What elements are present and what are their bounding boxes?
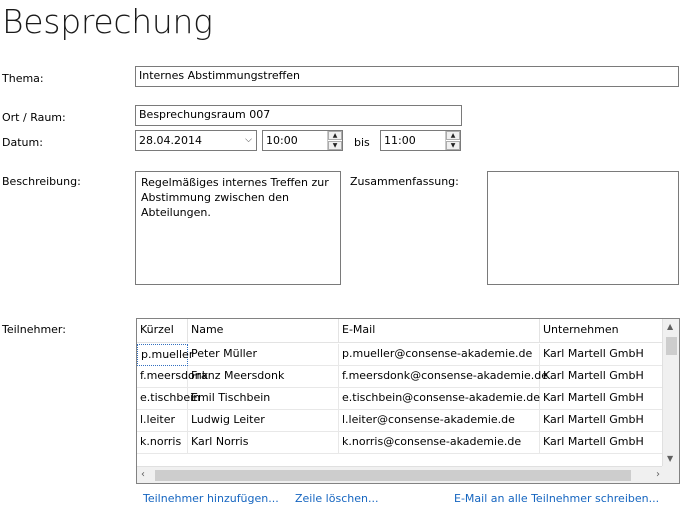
scroll-left-icon[interactable]: ‹ <box>141 469 145 480</box>
cell-unternehmen[interactable]: Karl Martell GmbH <box>540 432 664 454</box>
cell-kuerzel[interactable]: k.norris <box>137 432 188 454</box>
cell-kuerzel[interactable]: l.leiter <box>137 410 188 432</box>
scroll-down-icon[interactable]: ▼ <box>667 454 674 463</box>
scroll-up-icon[interactable]: ▲ <box>667 322 674 331</box>
column-header-kuerzel[interactable]: Kürzel <box>137 319 188 343</box>
horizontal-scroll-thumb[interactable] <box>155 470 631 481</box>
zusammenfassung-textarea[interactable] <box>487 171 679 285</box>
ort-label: Ort / Raum: <box>2 111 66 124</box>
participants-grid[interactable] <box>136 318 680 484</box>
page-title: Besprechung <box>2 2 213 41</box>
date-picker[interactable] <box>135 130 257 151</box>
zusammenfassung-label: Zusammenfassung: <box>350 175 459 188</box>
ort-field[interactable]: Besprechungsraum 007 <box>135 105 462 126</box>
column-header-name[interactable]: Name <box>188 319 339 343</box>
cell-email[interactable]: k.norris@consense-akademie.de <box>339 432 540 454</box>
teilnehmer-label: Teilnehmer: <box>2 323 66 336</box>
email-all-link[interactable]: E-Mail an alle Teilnehmer schreiben... <box>454 492 660 505</box>
delete-row-link[interactable]: Zeile löschen... <box>295 492 379 505</box>
cell-email[interactable]: f.meersdonk@consense-akademie.de <box>339 366 540 388</box>
column-header-unternehmen[interactable]: Unternehmen <box>540 319 664 343</box>
thema-label: Thema: <box>2 72 44 85</box>
horizontal-scrollbar[interactable] <box>137 466 664 483</box>
cell-name[interactable]: Franz Meersdonk <box>188 366 339 388</box>
cell-name[interactable]: Ludwig Leiter <box>188 410 339 432</box>
spin-up-icon[interactable]: ▲ <box>328 131 342 140</box>
end-time-stepper[interactable] <box>380 130 461 151</box>
spin-down-icon[interactable]: ▼ <box>446 141 460 150</box>
cell-name[interactable]: Emil Tischbein <box>188 388 339 410</box>
start-time-stepper[interactable] <box>262 130 343 151</box>
cell-unternehmen[interactable]: Karl Martell GmbH <box>540 344 664 366</box>
cell-email[interactable]: l.leiter@consense-akademie.de <box>339 410 540 432</box>
bis-label: bis <box>354 136 370 149</box>
cell-email[interactable]: e.tischbein@consense-akademie.de <box>339 388 540 410</box>
cell-unternehmen[interactable]: Karl Martell GmbH <box>540 366 664 388</box>
vertical-scrollbar[interactable] <box>662 319 679 466</box>
scroll-right-icon[interactable]: › <box>656 469 660 480</box>
cell-kuerzel[interactable]: f.meersdonk <box>137 366 188 388</box>
datum-label: Datum: <box>2 136 43 149</box>
cell-unternehmen[interactable]: Karl Martell GmbH <box>540 410 664 432</box>
cell-name[interactable]: Peter Müller <box>188 344 339 366</box>
vertical-scroll-thumb[interactable] <box>666 337 677 355</box>
chevron-down-icon[interactable]: ⌵ <box>245 135 252 145</box>
column-header-email[interactable]: E-Mail <box>339 319 540 343</box>
beschreibung-label: Beschreibung: <box>2 175 81 188</box>
cell-unternehmen[interactable]: Karl Martell GmbH <box>540 388 664 410</box>
add-participant-link[interactable]: Teilnehmer hinzufügen... <box>143 492 279 505</box>
date-value: 28.04.2014 <box>139 134 202 147</box>
cell-kuerzel[interactable]: e.tischbein <box>137 388 188 410</box>
beschreibung-textarea[interactable]: Regelmäßiges internes Treffen zur Abstimmung zwischen den Abteilungen. <box>135 171 341 285</box>
cell-email[interactable]: p.mueller@consense-akademie.de <box>339 344 540 366</box>
spin-up-icon[interactable]: ▲ <box>446 131 460 140</box>
thema-field[interactable]: Internes Abstimmungstreffen <box>135 66 679 87</box>
spin-down-icon[interactable]: ▼ <box>328 141 342 150</box>
cell-name[interactable]: Karl Norris <box>188 432 339 454</box>
scrollbar-corner <box>662 466 679 483</box>
cell-kuerzel[interactable]: p.mueller <box>137 344 188 366</box>
end-time-value: 11:00 <box>384 134 416 147</box>
start-time-value: 10:00 <box>266 134 298 147</box>
